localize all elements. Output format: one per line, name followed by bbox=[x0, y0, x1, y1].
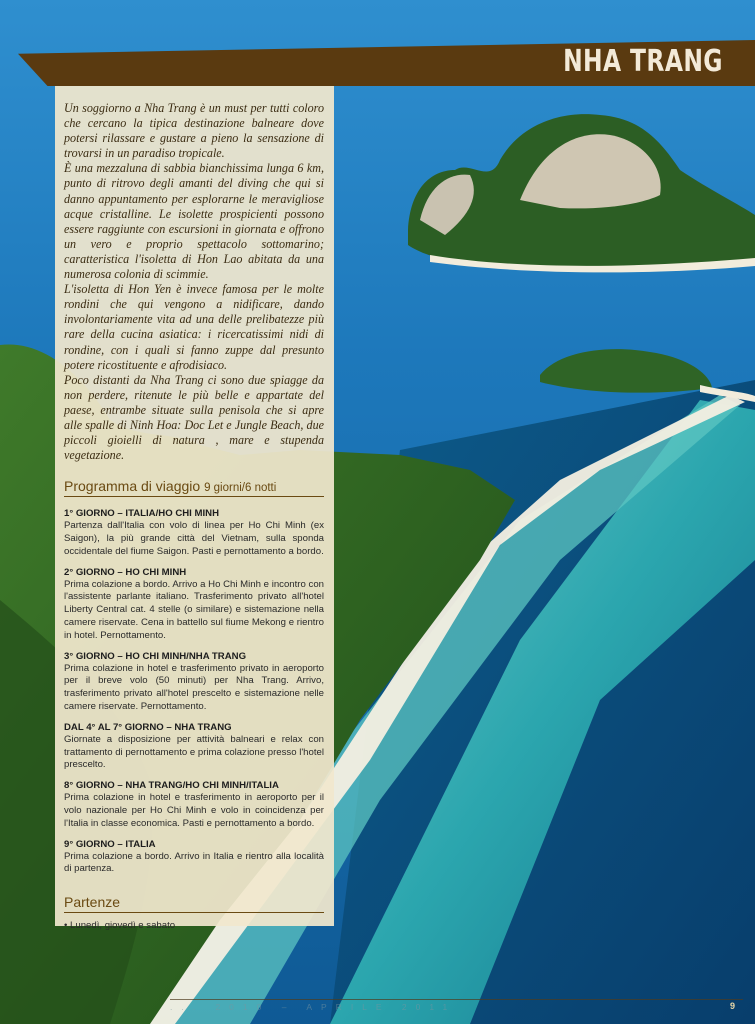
intro-paragraph: È una mezzaluna di sabbia bianchissima lunga 6 km, punto di ritrovo degli amanti del diving che qui si danno appuntamento per esplorarne le meravigliose acque cristalline. Le isolette prospicienti possono essere raggiunte con escursioni in giornata e offrono un vero e proprio spettacolo sottomarino; caratteristica l'isoletta di Hon Lao abitata da una numerosa colonia di scimmie. bbox=[64, 161, 324, 282]
day-description: Giornate a disposizione per attività balneari e relax con trattamento di pernottamento e prima colazione presso l'hotel prescelto. bbox=[64, 733, 324, 771]
itinerary-day bbox=[64, 838, 324, 877]
day-title: 3° GIORNO – HO CHI MINH/NHA TRANG bbox=[64, 650, 247, 662]
intro-text bbox=[64, 101, 324, 463]
intro-paragraph: L'isoletta di Hon Yen è invece famosa per le molte rondini che qui vengono a nidificare, dando involontariamente vita ad una delle prelibatezze più rare della cucina asiatica: i ricercatissimi nidi di rondine, con i quali si fanno zuppe dal presunto potere ricostituente e afrodisiaco. bbox=[64, 282, 324, 372]
day-title: 2° GIORNO – HO CHI MINH bbox=[64, 566, 187, 578]
day-title: 8° GIORNO – NHA TRANG/HO CHI MINH/ITALIA bbox=[64, 780, 279, 792]
programma-heading bbox=[64, 478, 324, 497]
footer-period: ... 2010 – APRILE 2011 bbox=[170, 1002, 457, 1012]
day-description: Partenza dall'Italia con volo di linea per Ho Chi Minh (ex Saigon), la più grande città del Vietnam, sulla sponda occidentale del fiume Saigon. Pasti e pernottamento a bordo. bbox=[64, 520, 324, 557]
day-title: DAL 4° AL 7° GIORNO – NHA TRANG bbox=[64, 721, 232, 733]
day-description: Prima colazione a bordo. Arrivo in Italia e rientro alla località di partenza. bbox=[64, 850, 324, 875]
itinerary-day bbox=[64, 721, 324, 772]
itinerary-day bbox=[64, 566, 324, 643]
day-title: 1° GIORNO – ITALIA/HO CHI MINH bbox=[64, 508, 220, 520]
programma-subtitle: 9 giorni/6 notti bbox=[204, 482, 277, 495]
partenze-heading bbox=[64, 894, 324, 913]
programma-title: Programma di viaggio bbox=[64, 478, 201, 495]
departure-days: • Lunedì, giovedì e sabato bbox=[64, 920, 176, 932]
content-panel bbox=[55, 86, 334, 932]
intro-paragraph: Un soggiorno a Nha Trang è un must per tutti coloro che cercano la tipica destinazione balneare dove potersi rilassare e gustare a pieno la sensazione di trovarsi in un paradiso tropicale. bbox=[64, 101, 324, 161]
itinerary-day bbox=[64, 507, 324, 558]
partenze-title: Partenze bbox=[64, 894, 121, 911]
itinerary-day bbox=[64, 779, 324, 830]
day-description: Prima colazione in hotel e trasferimento privato in aeroporto per il breve volo (50 minuti) per Nha Trang. Arrivo, trasferimento privato all'hotel prescelto e sistemazione nelle camere riservate. Pernottamento. bbox=[64, 662, 324, 713]
itinerary-day bbox=[64, 650, 324, 714]
page-number: 9 bbox=[729, 1001, 735, 1011]
day-title: 9° GIORNO – ITALIA bbox=[64, 838, 156, 850]
day-description: Prima colazione in hotel e trasferimento in aeroporto per il volo nazionale per Ho Chi Minh e volo in coincidenza per l'Italia in classe economica. Pasti e pernottamento a bordo. bbox=[64, 792, 324, 829]
page-title: NHA TRANG bbox=[563, 44, 723, 79]
intro-paragraph: Poco distanti da Nha Trang ci sono due spiagge da non perdere, ritenute le più belle e appartate del paese, entrambe situate sulla penisola che si apre alle spalle di Ninh Hoa: Doc Let e Jungle Beach, due piccoli gioielli di natura , mare e stupenda vegetazione. bbox=[64, 372, 324, 463]
footer-divider bbox=[170, 999, 743, 1000]
itinerary-list bbox=[64, 507, 324, 876]
day-description: Prima colazione a bordo. Arrivo a Ho Chi Minh e incontro con l'assistente parlante italiano. Trasferimento privato all'hotel Liberty Central cat. 4 stelle (o similare) e sistemazione nella camere riservate. Cena in battello sul fiume Mekong e rientro in hotel. Pernottamento. bbox=[64, 578, 324, 641]
